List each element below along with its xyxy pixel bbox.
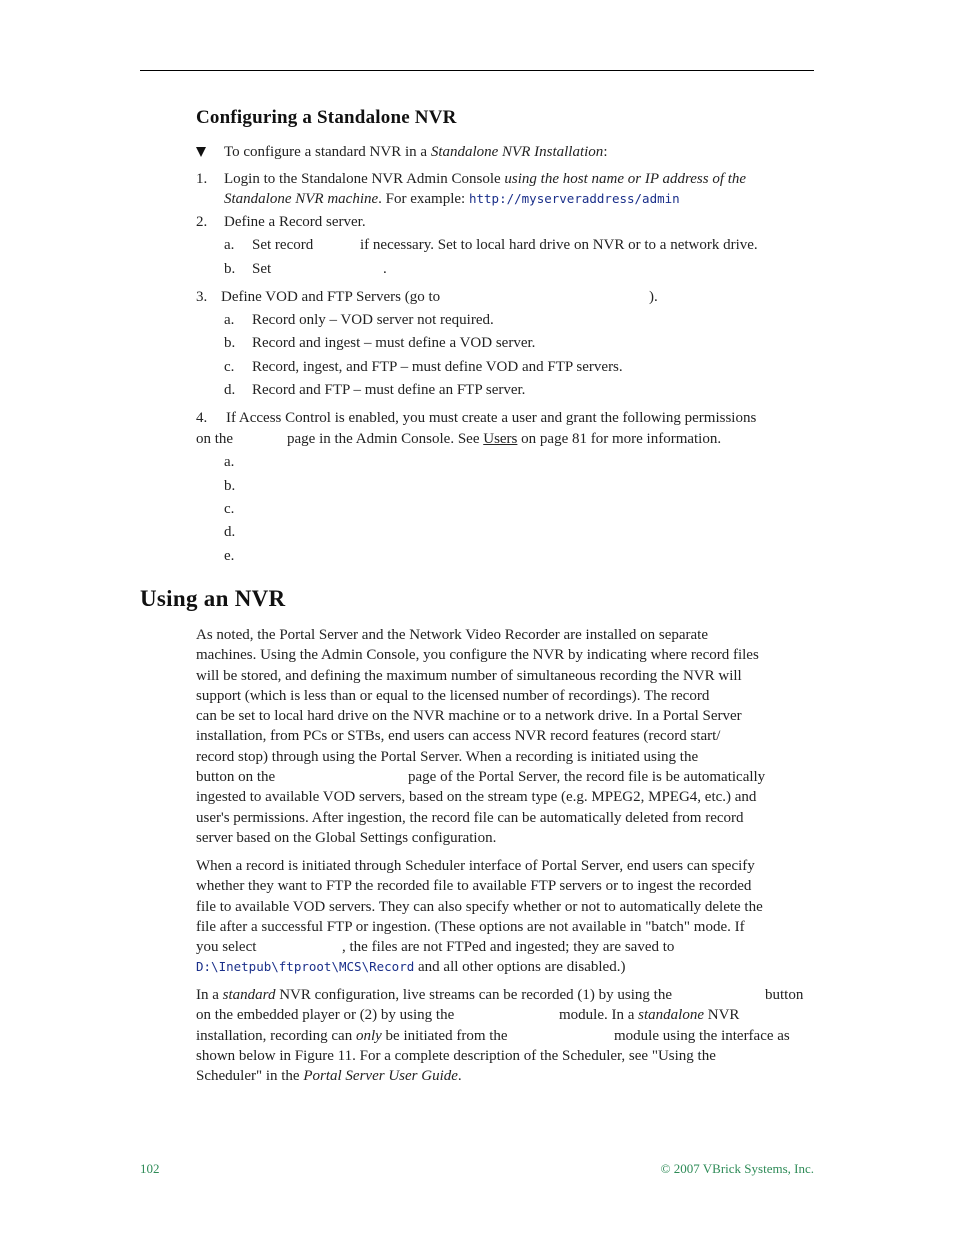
step-3a-number: a. xyxy=(224,312,235,328)
step-1-line-2: Standalone NVR machine. For example: http://myserveraddress/admin xyxy=(224,191,680,207)
step-2a-pre: Set record xyxy=(252,237,314,253)
using-paragraph-2: When a record is initiated through Scheduler interface of Portal Server, end users can specify whether they want to FTP the recorded file to available FTP servers or to ingest the recorded file to available VOD servers. They can also specify whether or not to automatically delete the file after a successful FTP or ingestion. (These options are not available in "batch" mode. If you select , the files are not FTPed and ingested; they are saved to D:\Inetpub\ftproot\MCS\Record and all other options are disabled.) xyxy=(196,858,763,976)
step-4e-number: e. xyxy=(224,548,235,564)
step-3d-text: Record and FTP – must define an FTP server. xyxy=(252,382,526,398)
header-rule xyxy=(140,70,814,71)
using-paragraph-3: In a standard NVR configuration, live streams can be recorded (1) by using the button on the embedded player or (2) by using the module. In a standalone NVR installation, recording can only be initiated from the module using the interface as shown below in Figure 11. For a complete description of the Scheduler, see "Using the Scheduler" in the Portal Server User Guide. xyxy=(196,987,804,1085)
step-2-text: Define a Record server. xyxy=(224,214,366,230)
triangle-bullet-icon xyxy=(196,147,206,157)
step-2b-pre: Set xyxy=(252,261,272,277)
step-3d-number: d. xyxy=(224,382,236,398)
step-3-number: 3. xyxy=(196,289,208,305)
step-3b-text: Record and ingest – must define a VOD server. xyxy=(252,335,536,351)
step-1-line-1: Login to the Standalone NVR Admin Console using the host name or IP address of the xyxy=(224,171,747,187)
step-3c-number: c. xyxy=(224,359,235,375)
step-2b-number: b. xyxy=(224,261,236,277)
step-3-post: ). xyxy=(649,289,658,305)
intro-line: To configure a standard NVR in a Standalone NVR Installation: xyxy=(224,144,608,160)
step-2-number: 2. xyxy=(196,214,208,230)
record-path: D:\Inetpub\ftproot\MCS\Record xyxy=(196,959,415,975)
using-paragraph-1: As noted, the Portal Server and the Network Video Recorder are installed on separate machines. Using the Admin Console, you configure the NVR by indicating where record files will be stored, and defining the maximum number of simultaneous recording the NVR will support (which is less than or equal to the licensed number of recordings). The record can be set to local hard drive on the NVR machine or to a network drive. In a Portal Server installation, from PCs or STBs, end users can access NVR record features (record start/ record stop) through using the Portal Server. When a recording is initiated using the button on the page of the Portal Server, the record file is be automatically ingested to available VOD servers, based on the stream type (e.g. MPEG2, MPEG4, etc.) and user's permissions. After ingestion, the record file can be automatically deleted from record server based on the Global Settings configuration. xyxy=(196,627,766,846)
step-4-line-1: If Access Control is enabled, you must create a user and grant the following permissions xyxy=(226,410,757,426)
step-2a-post: if necessary. Set to local hard drive on NVR or to a network drive. xyxy=(360,237,758,253)
step-4d-number: d. xyxy=(224,524,236,540)
page-number: 102 xyxy=(140,1161,160,1176)
step-3a-text: Record only – VOD server not required. xyxy=(252,312,494,328)
step-2b-post: . xyxy=(383,261,387,277)
step-3b-number: b. xyxy=(224,335,236,351)
step-4c-number: c. xyxy=(224,501,235,517)
step-3-pre: Define VOD and FTP Servers (go to xyxy=(221,289,441,305)
step-3c-text: Record, ingest, and FTP – must define VOD and FTP servers. xyxy=(252,359,623,375)
using-heading: Using an NVR xyxy=(140,586,286,611)
step-1-number: 1. xyxy=(196,171,208,187)
step-4b-number: b. xyxy=(224,478,236,494)
example-url-link[interactable]: http://myserveraddress/admin xyxy=(468,191,680,206)
section-heading: Configuring a Standalone NVR xyxy=(196,107,457,128)
step-4-pre: on the xyxy=(196,431,234,447)
step-4-line-2: page in the Admin Console. See Users on page 81 for more information. xyxy=(287,431,722,447)
step-4-number: 4. xyxy=(196,410,208,426)
users-link[interactable]: Users xyxy=(483,431,518,447)
step-4a-number: a. xyxy=(224,454,235,470)
step-2a-number: a. xyxy=(224,237,235,253)
copyright: © 2007 VBrick Systems, Inc. xyxy=(660,1161,814,1176)
